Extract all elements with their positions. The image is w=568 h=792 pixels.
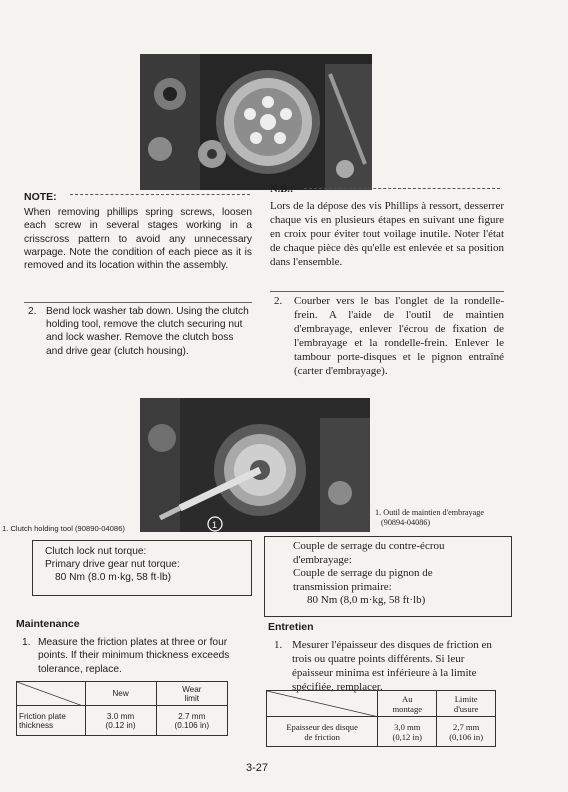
torque-line-1-fr: Couple de serrage du contre-écrou [293, 540, 445, 552]
maint-step-number: 1. [22, 637, 31, 648]
cell-new-value: 3.0 mm (0.12 in) [85, 706, 156, 736]
step-2-en [24, 302, 252, 358]
row-label: Friction plate thickness [17, 706, 86, 736]
maint-step-text: Measure the friction plates at three or four points. If their minimum thickness exceeds tolerance, replace. [38, 637, 230, 675]
torque-line-4-fr: transmission primaire: [293, 580, 392, 593]
clutch-assembly-photo [140, 54, 372, 190]
step-text: Bend lock washer tab down. Using the clutch holding tool, remove the clutch securing nut and lock washer. Remove the clutch boss and drive gear (clutch housing). [46, 306, 249, 357]
maint-step-text-fr: Mesurer l'épaisseur des disques de friction en trois ou quatre points différents. Si leur épaisseur minima est inférieure à la limite spécifiée, remplacer. [292, 639, 492, 693]
torque-spec-fr [264, 536, 512, 617]
maintenance-fr [268, 620, 500, 694]
note-text: When removing phillips spring screws, loosen each screw in several stages working in a crisscross pattern to avoid any unnecessary warpage. Note the condition of each piece as it is removed and its location within the assembly. [24, 207, 252, 272]
maintenance-heading: Maintenance [16, 618, 80, 630]
table-corner-cell-fr [267, 691, 378, 717]
cell-limit-value-fr: 2,7 mm (0,106 in) [437, 717, 496, 747]
torque-line-3-fr: Couple de serrage du pignon de [293, 567, 433, 579]
cell-limit-value: 2.7 mm (0.106 in) [156, 706, 227, 736]
friction-plate-spec-table-fr [266, 690, 496, 747]
col-header-limit-fr: Limite d'usure [437, 691, 496, 717]
page-number: 3-27 [246, 762, 269, 774]
maintenance-en [16, 618, 248, 676]
torque-value-fr: 80 Nm (8,0 m·kg, 58 ft·lb) [307, 594, 426, 606]
friction-plate-spec-table-en [16, 681, 228, 736]
torque-line-1: Clutch lock nut torque: [45, 546, 147, 557]
note-section-en [24, 191, 252, 272]
note-heading: NOTE: [24, 191, 57, 203]
callout-en: 1. Clutch holding tool (90890-04086) [2, 524, 125, 533]
torque-spec-en [32, 540, 252, 596]
torque-line-2: Primary drive gear nut torque: [45, 559, 180, 571]
callout-fr-line2: (90894-04086) [381, 518, 431, 527]
col-header-new-fr: Au montage [378, 691, 437, 717]
step-number: 2. [28, 306, 37, 317]
clutch-holding-tool-photo [140, 398, 370, 532]
table-corner-cell [17, 682, 86, 706]
col-header-limit: Wear limit [156, 682, 227, 706]
callout-marker: 1 [212, 520, 218, 530]
step-text-fr: Courber vers le bas l'onglet de la rondelle-frein. A l'aide de l'outil de maintien d'embrayage, enlever l'écrou de fixation de l'embrayage et la rondelle-frein. Enlever le tambour porte-disques et le pignon entraîné (carter d'embrayage). [294, 295, 504, 377]
torque-line-2-fr: d'embrayage: [293, 553, 352, 566]
maint-step-number-fr: 1. [274, 639, 283, 651]
maintenance-heading-fr: Entretien [268, 621, 314, 633]
col-header-new: New [85, 682, 156, 706]
note-heading-fr: N.B.: [270, 184, 294, 195]
torque-value: 80 Nm (8.0 m·kg, 58 ft·lb) [55, 572, 172, 584]
cell-new-value-fr: 3,0 mm (0,12 in) [378, 717, 437, 747]
note-text-fr: Lors de la dépose des vis Phillips à ressort, desserrer chaque vis en plusieurs étapes en suivant une figure en croix pour éviter tout voilage inutile. Noter l'état de chaque pièce dès qu'elle est enlevée et sa position dans l'ensemble. [270, 200, 504, 268]
callout-fr-line1: 1. Outil de maintien d'embrayage [375, 508, 485, 517]
step-number-fr: 2. [274, 295, 283, 307]
step-2-fr [270, 291, 504, 378]
row-label-fr: Epaisseur des disque de friction [267, 717, 378, 747]
note-section-fr [270, 182, 504, 269]
